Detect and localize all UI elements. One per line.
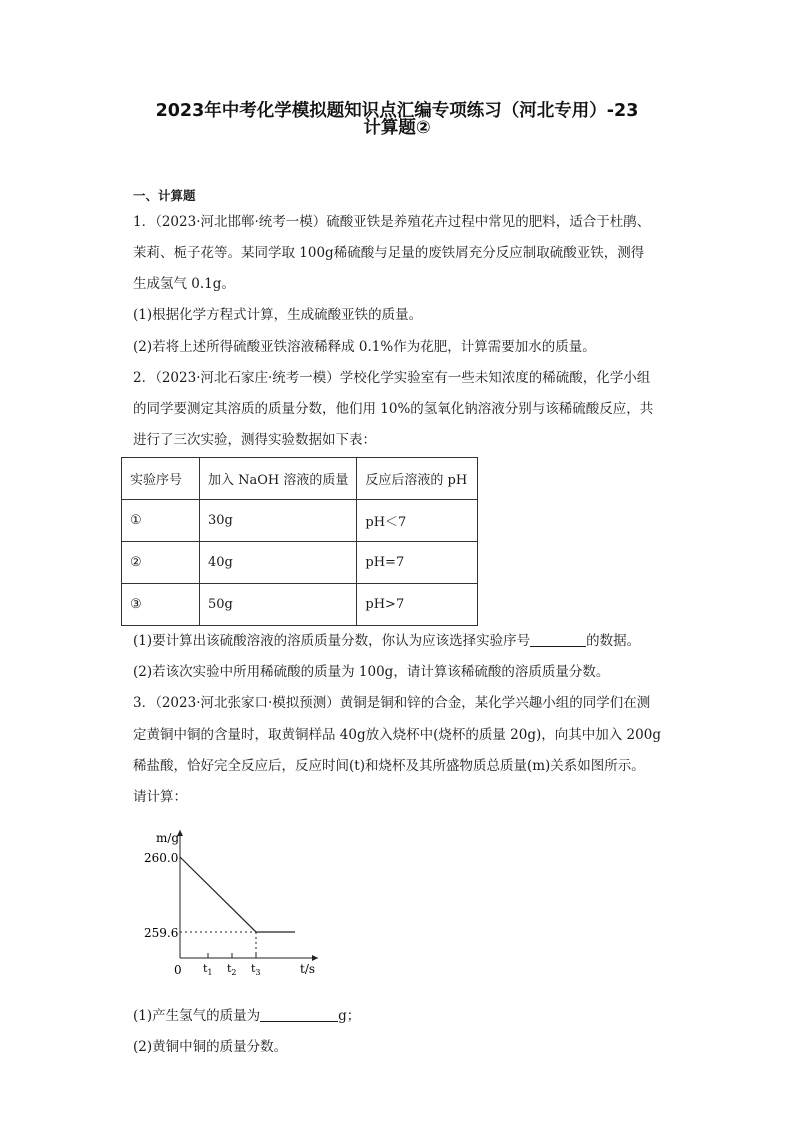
table-header-cell: 反应后溶液的 pH bbox=[357, 458, 478, 500]
answer-blank[interactable] bbox=[530, 632, 586, 647]
q1-text-line-1: 1．（2023·河北邯郸·统考一模）硫酸亚铁是养殖花卉过程中常见的肥料，适合于杜鹃、 bbox=[133, 214, 651, 230]
x-tick-label bbox=[251, 962, 261, 977]
q2-sub1-text-before: (1)要计算出该硫酸溶液的溶质质量分数，你认为应该选择实验序号 bbox=[133, 633, 531, 649]
x-tick-sub: 1 bbox=[207, 968, 213, 977]
table-cell: ③ bbox=[122, 584, 200, 626]
table-cell: 30g bbox=[200, 500, 357, 542]
q2-text-line-3: 进行了三次实验，测得实验数据如下表： bbox=[133, 432, 376, 448]
section-heading: 一、计算题 bbox=[133, 188, 196, 203]
origin-label: 0 bbox=[174, 963, 182, 977]
q1-text-line-3: 生成氢气 0.1g。 bbox=[133, 276, 235, 292]
q1-text-line-2: 茉莉、栀子花等。某同学取 100g稀硫酸与足量的废铁屑充分反应制取硫酸亚铁，测得 bbox=[133, 245, 645, 261]
table-row bbox=[122, 584, 478, 626]
y-tick-label: 260.0 bbox=[144, 851, 179, 865]
table-cell: ② bbox=[122, 542, 200, 584]
q3-sub1-text-before: (1)产生氢气的质量为 bbox=[133, 1008, 261, 1024]
answer-blank[interactable] bbox=[260, 1007, 338, 1022]
table-header-cell: 加入 NaOH 溶液的质量 bbox=[200, 458, 357, 500]
experiment-table bbox=[121, 457, 478, 626]
table-cell: 40g bbox=[200, 542, 357, 584]
q3-text-line-2: 定黄铜中铜的含量时，取黄铜样品 40g放入烧杯中(烧杯的质量 20g)，向其中加入 200g bbox=[133, 727, 661, 743]
table-cell: pH>7 bbox=[357, 584, 478, 626]
table-cell: ① bbox=[122, 500, 200, 542]
q2-sub1-text-after: 的数据。 bbox=[586, 633, 641, 649]
q3-subquestion-2: (2)黄铜中铜的质量分数。 bbox=[133, 1039, 288, 1055]
q3-text-line-3: 稀盐酸，恰好完全反应后，反应时间(t)和烧杯及其所盛物质总质量(m)关系如图所示。 bbox=[133, 758, 645, 774]
y-tick-label: 259.6 bbox=[144, 926, 179, 940]
q3-subquestion-1 bbox=[133, 1006, 360, 1026]
x-tick-label bbox=[227, 962, 237, 977]
q1-subquestion-2: (2)若将上述所得硫酸亚铁溶液稀释成 0.1%作为花肥，计算需要加水的质量。 bbox=[133, 339, 596, 355]
table-cell: pH=7 bbox=[357, 542, 478, 584]
table-header-row bbox=[122, 458, 478, 500]
q2-text-line-2: 的同学要测定其溶质的质量分数，他们用 10%的氢氧化钠溶液分别与该稀硫酸反应，共 bbox=[133, 401, 654, 417]
table-cell: pH＜7 bbox=[357, 500, 478, 542]
x-tick-sub: 2 bbox=[231, 968, 237, 977]
page-title-line-2: 计算题② bbox=[363, 118, 431, 138]
q2-text-line-1: 2．（2023·河北石家庄·统考一模）学校化学实验室有一些未知浓度的稀硫酸，化学小组 bbox=[133, 370, 651, 386]
q3-text-line-1: 3．（2023·河北张家口·模拟预测）黄铜是铜和锌的合金，某化学兴趣小组的同学们在测 bbox=[133, 695, 651, 711]
page-title-line-1: 2023年中考化学模拟题知识点汇编专项练习（河北专用）-23 bbox=[155, 101, 639, 121]
x-tick-label-t1: t bbox=[203, 962, 208, 975]
x-tick-sub: 3 bbox=[255, 968, 261, 977]
y-axis-label: m/g bbox=[156, 831, 180, 845]
x-tick-label-t2: t bbox=[227, 962, 232, 975]
q2-subquestion-1 bbox=[133, 631, 640, 651]
x-axis-label: t/s bbox=[300, 962, 316, 976]
table-header-cell: 实验序号 bbox=[122, 458, 200, 500]
table-row bbox=[122, 542, 478, 584]
curve-declining-segment bbox=[180, 857, 256, 932]
table-row bbox=[122, 500, 478, 542]
q1-subquestion-1: (1)根据化学方程式计算，生成硫酸亚铁的质量。 bbox=[133, 307, 423, 323]
q2-subquestion-2: (2)若该次实验中所用稀硫酸的质量为 100g，请计算该稀硫酸的溶质质量分数。 bbox=[133, 664, 610, 680]
x-tick-label-t3: t bbox=[251, 962, 256, 975]
table-cell: 50g bbox=[200, 584, 357, 626]
q3-sub1-text-after: g； bbox=[338, 1008, 361, 1024]
mass-time-graph bbox=[140, 822, 340, 982]
q3-text-line-4: 请计算： bbox=[133, 789, 187, 805]
x-tick-label bbox=[203, 962, 213, 977]
